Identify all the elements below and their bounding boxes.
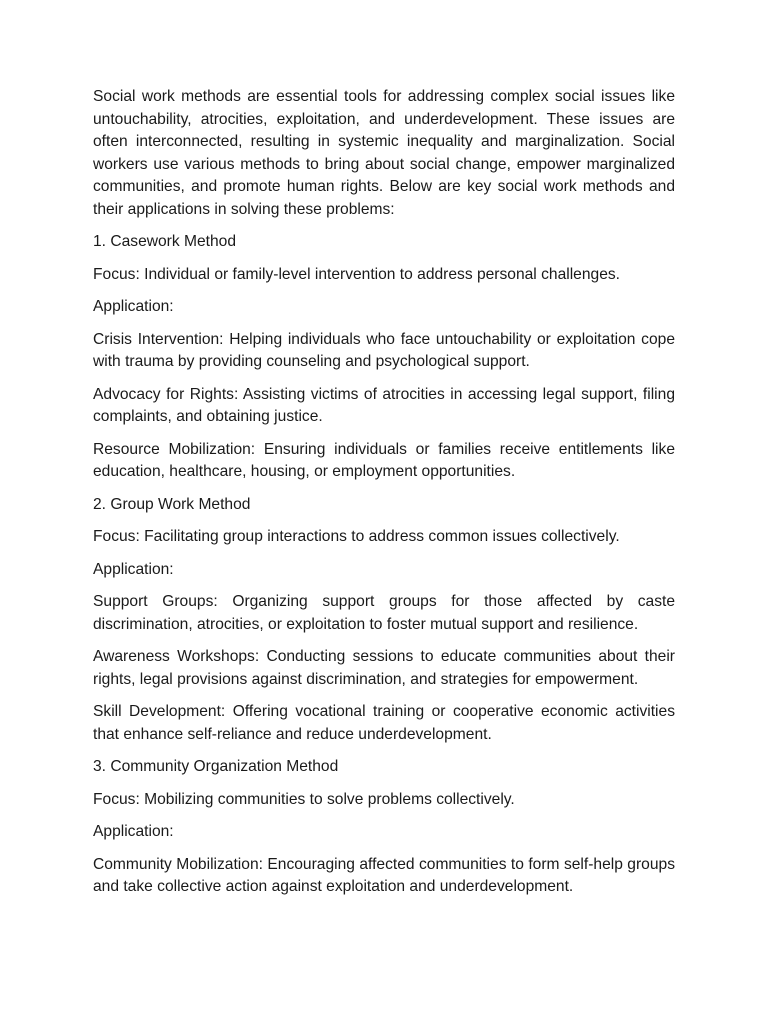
casework-advocacy: Advocacy for Rights: Assisting victims of atrocities in accessing legal support, filing complaints, and obtaining justice. <box>93 385 675 425</box>
section-heading-group-work: 2. Group Work Method <box>93 495 251 513</box>
group-work-skill-development: Skill Development: Offering vocational training or cooperative economic activities that enhance self-reliance and reduce underdevelopment. <box>93 703 675 743</box>
group-work-awareness-workshops: Awareness Workshops: Conducting sessions to educate communities about their rights, legal provisions against discrimination, and strategies for empowerment. <box>93 648 675 688</box>
group-work-application-label: Application: <box>93 560 174 578</box>
intro-paragraph: Social work methods are essential tools for addressing complex social issues like untouchability, atrocities, exploitation, and underdevelopment. These issues are often interconnected, resulting in systemic inequality and marginalization. Social workers use various methods to bring about social change, empower marginalized communities, and promote human rights. Below are key social work methods and their applications in solving these problems: <box>93 88 675 218</box>
casework-crisis-intervention: Crisis Intervention: Helping individuals who face untouchability or exploitation cope with trauma by providing counseling and psychological support. <box>93 330 675 370</box>
casework-application-label: Application: <box>93 298 174 315</box>
group-work-focus: Focus: Facilitating group interactions to address common issues collectively. <box>93 528 620 545</box>
document-body <box>93 86 675 909</box>
casework-resource-mobilization: Resource Mobilization: Ensuring individuals or families receive entitlements like education, healthcare, housing, or employment opportunities. <box>93 440 675 480</box>
casework-focus: Focus: Individual or family-level intervention to address personal challenges. <box>93 265 620 283</box>
section-heading-community-organization: 3. Community Organization Method <box>93 758 339 775</box>
section-heading-casework: 1. Casework Method <box>93 233 237 250</box>
community-application-label: Application: <box>93 823 174 840</box>
group-work-support-groups: Support Groups: Organizing support groups for those affected by caste discrimination, atrocities, or exploitation to foster mutual support and resilience. <box>93 593 675 633</box>
community-mobilization: Community Mobilization: Encouraging affected communities to form self-help groups and take collective action against exploitation and underdevelopment. <box>93 855 675 895</box>
community-focus: Focus: Mobilizing communities to solve problems collectively. <box>93 790 515 808</box>
